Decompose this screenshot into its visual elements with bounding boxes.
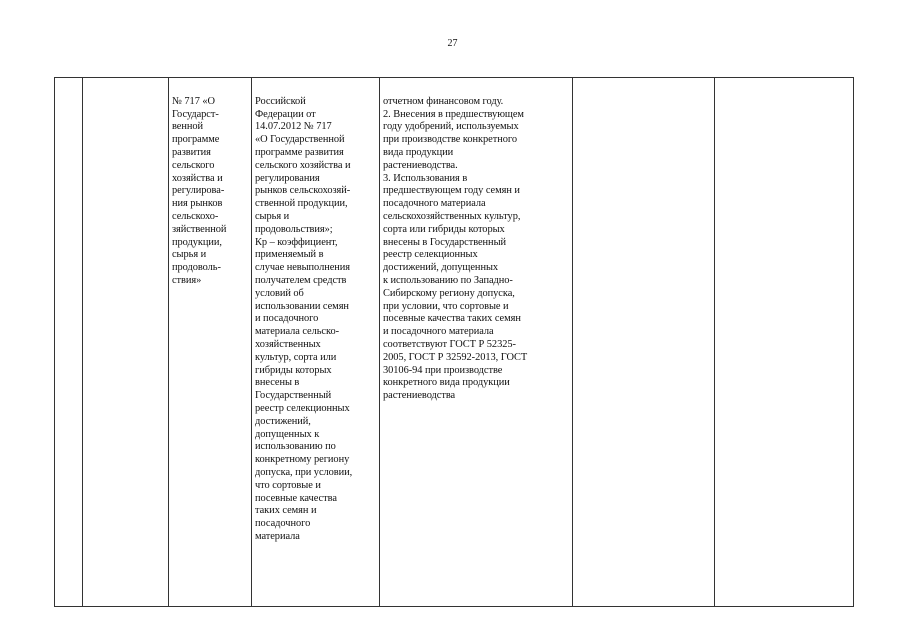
cell-text: отчетном финансовом году. 2. Внесения в предшествующем году удобрений, используемых при производстве конкретного вида продукции растениеводства. 3. Использования в предшествующем году семян и посадочного материала сельскохозяйственных культур, сорта или гибриды которых внесены в Государственный реестр селекционных достижений, допущенных к использованию по Западно- Сибирскому региону допуска, при условии, что сортовые и посевные качества таких семян и посадочного материала соответствуют ГОСТ Р 52325- 2005, ГОСТ Р 32592-2013, ГОСТ 30106-94 при производстве конкретного вида продукции растениеводства: [383, 95, 528, 402]
cell-text: Российской Федерации от 14.07.2012 № 717 «О Государственной программе развития сельского хозяйства и регулирования рынков сельскохозяй- ственной продукции, сырья и продовольствия»; Кр – коэффициент, применяемый в случае невыполнения получателем средств условий об использовании семян и посадочного материала сельско- хозяйственных культур, сорта или гибриды которых внесены в Государственный реестр селекционных достижений, допущенных к использованию по конкретному региону допуска, при условии, что сортовые и посевные качества таких семян и посадочного материала: [255, 95, 353, 542]
table-cell-col6: [573, 78, 715, 607]
document-table: [54, 77, 854, 607]
table-cell-col2: [83, 78, 169, 607]
table-cell-conditions: [380, 78, 573, 607]
table-row: [55, 78, 854, 607]
table-cell-formula-description: [252, 78, 380, 607]
table-cell-col1: [55, 78, 83, 607]
page-number: 27: [447, 38, 458, 49]
table-cell-program-name: [169, 78, 252, 607]
cell-text: № 717 «О Государст- венной программе развития сельского хозяйства и регулирова- ния рынков сельскохо- зяйственной продукции, сырья и продоволь- ствия»: [172, 95, 227, 286]
table-cell-documents: [715, 78, 854, 607]
